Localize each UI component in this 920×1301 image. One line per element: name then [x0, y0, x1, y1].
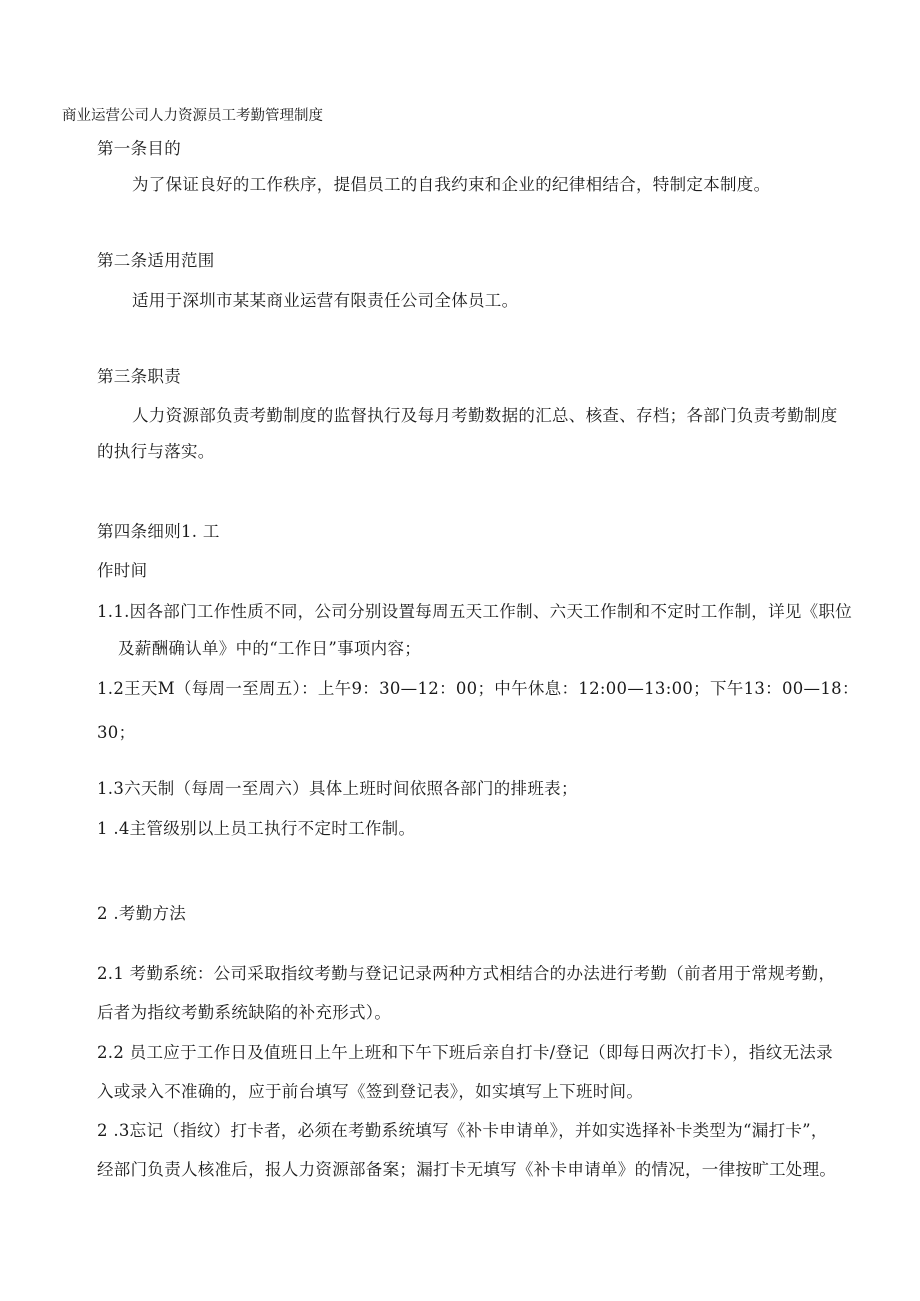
- clause-2-1-line-2: 后者为指纹考勤系统缺陷的补充形式）。: [97, 1003, 392, 1022]
- article-3-text-line-1: 人力资源部负责考勤制度的监督执行及每月考勤数据的汇总、核查、存档；各部门负责考勤制度: [132, 406, 838, 425]
- clause-2-1-line-1: 2.1 考勤系统：公司采取指纹考勤与登记记录两种方式相结合的办法进行考勤（前者用于常规考勤，: [97, 964, 836, 983]
- clause-1-1-line-2: 及薪酬确认单》中的“工作日”事项内容；: [118, 639, 422, 658]
- clause-2-2-line-2: 入或录入不准确的，应于前台填写《签到登记表》，如实填写上下班时间。: [97, 1082, 644, 1101]
- document-title: 商业运营公司人力资源员工考勤管理制度: [62, 108, 323, 124]
- section-2-heading: 2 .考勤方法: [97, 904, 187, 923]
- clause-1-2-line-1: 1.2王天M（每周一至周五）：上午9：30—12：00；中午休息：12:00—13:00；下午13：00—18：: [97, 679, 859, 698]
- clause-1-4: 1 .4主管级别以上员工执行不定时工作制。: [97, 819, 416, 838]
- article-2-text: 适用于深圳市某某商业运营有限责任公司全体员工。: [132, 291, 519, 310]
- article-1-text: 为了保证良好的工作秩序，提倡员工的自我约束和企业的纪律相结合，特制定本制度。: [132, 175, 771, 194]
- clause-1-1-line-1: 1.1.因各部门工作性质不同，公司分别设置每周五天工作制、六天工作制和不定时工作制，详见《职位: [97, 602, 853, 621]
- clause-2-3-line-1: 2 .3忘记（指纹）打卡者，必须在考勤系统填写《补卡申请单》，并如实选择补卡类型为“漏打卡”，: [97, 1121, 828, 1140]
- article-3-text-line-2: 的执行与落实。: [97, 442, 215, 461]
- article-4-heading: 第四条细则1. 工: [97, 522, 220, 541]
- article-2-heading: 第二条适用范围: [97, 251, 215, 270]
- article-3-heading: 第三条职责: [97, 367, 181, 386]
- clause-2-3-line-2: 经部门负责人核准后，报人力资源部备案；漏打卡无填写《补卡申请单》的情况，一律按旷工处理。: [97, 1160, 837, 1179]
- article-1-heading: 第一条目的: [97, 139, 181, 158]
- clause-2-2-line-1: 2.2 员工应于工作日及值班日上午上班和下午下班后亲自打卡/登记（即每日两次打卡），指纹无法录: [97, 1043, 833, 1062]
- clause-1-2-line-2: 30；: [97, 723, 136, 742]
- article-4-heading-continued: 作时间: [97, 561, 148, 580]
- clause-1-3: 1.3六天制（每周一至周六）具体上班时间依照各部门的排班表；: [97, 779, 578, 798]
